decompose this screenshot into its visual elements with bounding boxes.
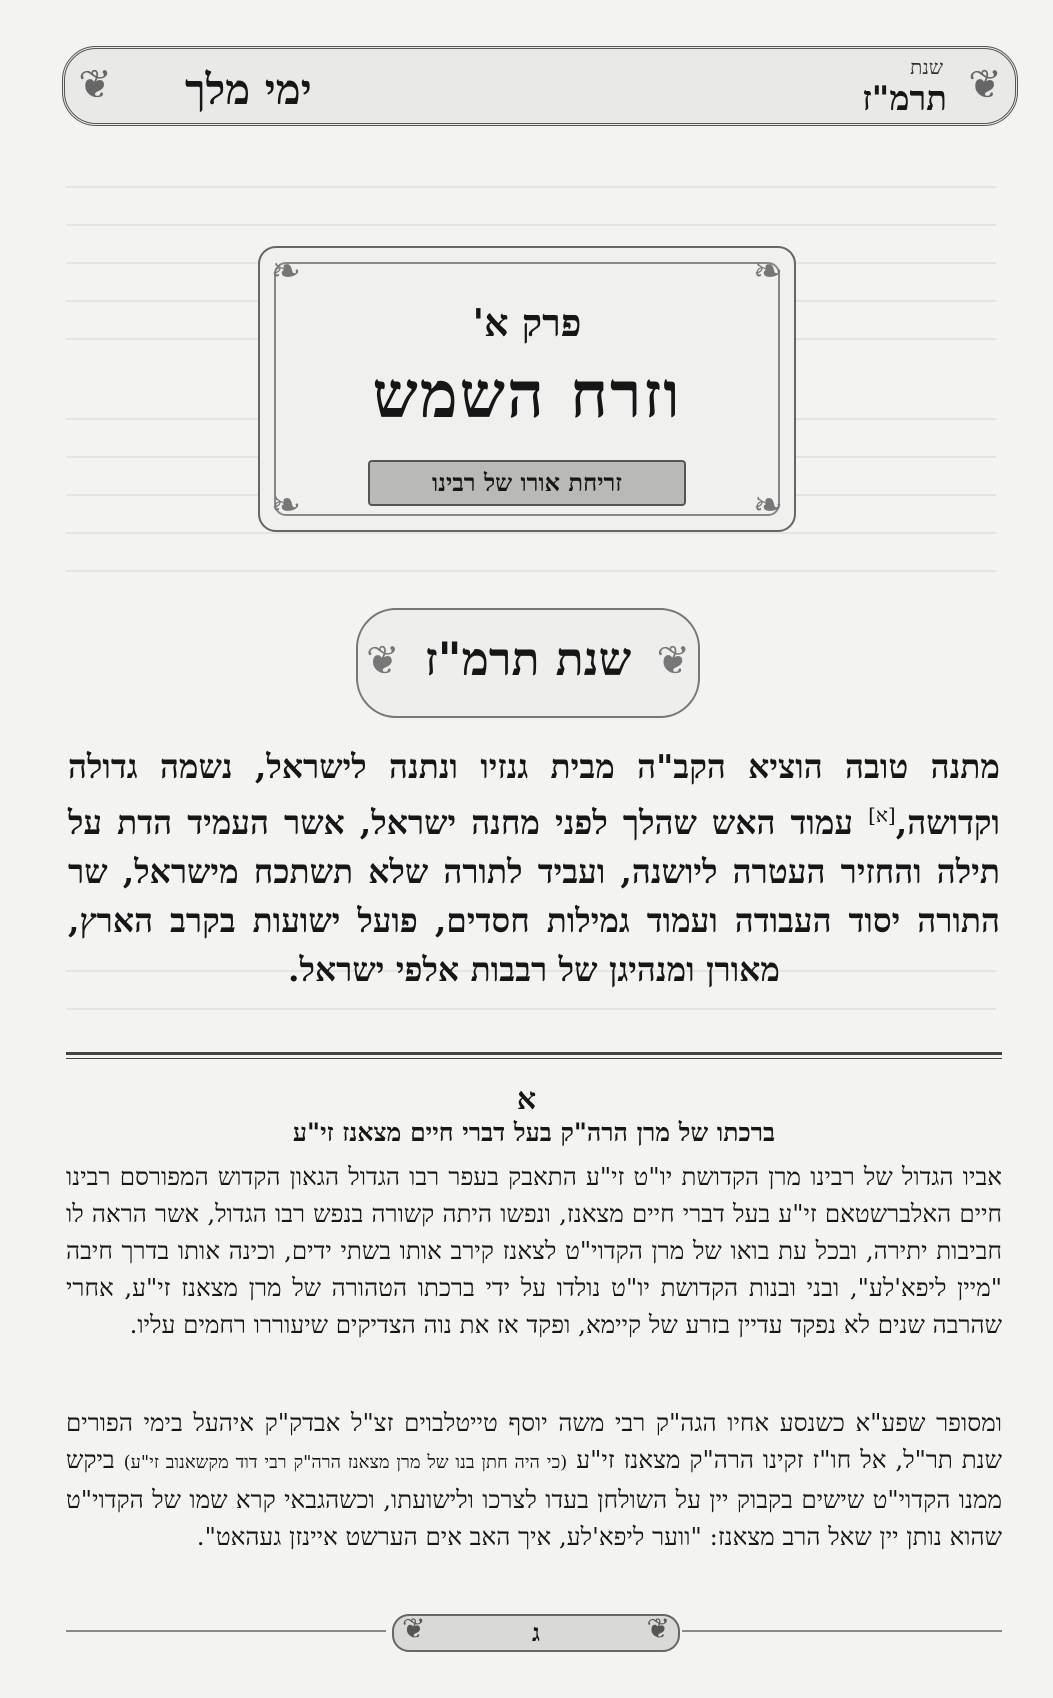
section-heading: ברכתו של מרן הרה"ק בעל דברי חיים מצאנז זי"ע [292, 1118, 776, 1147]
page-number-frame [392, 1614, 680, 1652]
section-letter: א [516, 1082, 537, 1117]
footer-rule [66, 1630, 386, 1632]
running-header [62, 46, 1018, 126]
parenthetical-note: (כי היה חתן בנו של מרן מצאנז הרה"ק רבי דוד מקשאנוב זי"ע) [123, 1452, 568, 1473]
ornament-icon: ❦ [968, 62, 1002, 108]
section-title-frame [356, 608, 700, 718]
section-title: שנת תרמ"ז [424, 632, 632, 686]
intro-text-part1: מתנה טובה הוציא הקב"ה מבית גנזיו ונתנה לישראל, נשמה גדולה וקדושה, [68, 747, 1000, 842]
chapter-title-frame [258, 246, 796, 532]
footer-rule [682, 1630, 1002, 1632]
corner-ornament-icon: ❧ [270, 485, 302, 526]
bleed-line [66, 186, 996, 188]
header-year-label: שנת [910, 55, 943, 79]
ornament-icon: ❦ [402, 1612, 426, 1645]
chapter-number: פרק א' [472, 300, 582, 345]
corner-ornament-icon: ❧ [270, 251, 302, 292]
separator-line [66, 1052, 1002, 1055]
corner-ornament-icon: ❧ [752, 251, 784, 292]
chapter-title: וזרח השמש [372, 358, 682, 433]
corner-ornament-icon: ❧ [752, 485, 784, 526]
separator-line [66, 1058, 1002, 1059]
bleed-line [66, 1008, 996, 1010]
ornament-icon: ❦ [366, 638, 400, 684]
header-year: תרמ"ז [862, 79, 947, 119]
footnote-marker: [א] [868, 803, 896, 827]
body-text: ומסופר שפע"א כשנסע אחיו הגה"ק רבי משה יוסף טייטלבוים זצ"ל אבדק"ק איהעל בימי הפורים שנת תר"ל, אל חו"ז זקינו הרה"ק מצאנז זי"ע [66, 1408, 1002, 1474]
header-book-title: ימי מלך [185, 65, 312, 114]
bleed-line [66, 532, 996, 534]
page-number: ג [532, 1618, 540, 1647]
intro-paragraph [68, 742, 1000, 994]
body-text: ביקש ממנו הקדוי"ט שישים בקבוק יין על השולחן בעדו לצרכו ולישועתו, וכשהגבאי קרא שמו של הקדוי"ט שהוא נותן יין שאל הרב מצאנז: "ווער ליפא'לע, איך האב אים הערשט איינזן געהאט". [66, 1445, 1002, 1551]
intro-text-part2: עמוד האש שהלך לפני מחנה ישראל, אשר העמיד הדת על תילה והחזיר העטרה ליושנה, ועביד לתורה שלא תשתכח מישראל, שר התורה יסוד העבודה ועמוד גמילות חסדים, פועל ישועות בקרב הארץ, מאורן ומנהיגן של רבבות אלפי ישראל. [68, 803, 1000, 989]
ornament-icon: ❦ [78, 62, 112, 108]
bleed-line [66, 570, 996, 572]
body-paragraph [66, 1404, 1002, 1555]
chapter-subtitle: זריחת אורו של רבינו [368, 460, 686, 506]
ornament-icon: ❦ [646, 1612, 670, 1645]
ornament-icon: ❦ [656, 638, 690, 684]
body-paragraph: אביו הגדול של רבינו מרן הקדושת יו"ט זי"ע התאבק בעפר רבו הגדול הגאון הקדוש המפורסם רבינו חיים האלברשטאם זי"ע בעל דברי חיים מצאנז, ונפשו היתה קשורה בנפש רבו הגדול, אשר הראה לו חביבות יתירה, ובכל עת בואו של מרן הקדוי"ט לצאנז קירב אותו בשתי ידים, וכינה אותו בדרך חיבה "מיין ליפא'לע", ובני ובנות הקדושת יו"ט נולדו על ידי ברכתו הטהורה של מרן מצאנז זי"ע, אחרי שהרבה שנים לא נפקד עדיין בזרע של קיימא, ופקד אז את נוה הצדיקים שיעוררו רחמים עליו. [66, 1162, 1002, 1339]
bleed-line [66, 224, 996, 226]
